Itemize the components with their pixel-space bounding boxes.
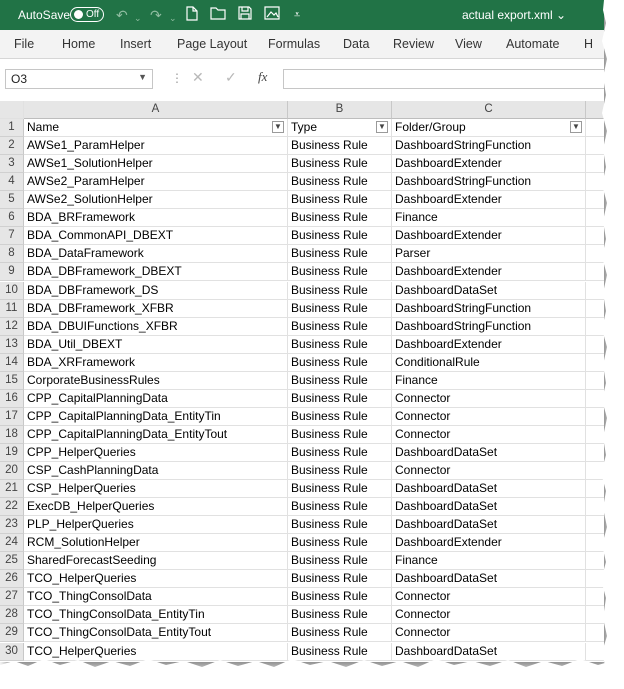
cell-name-text: CPP_CapitalPlanningData_EntityTin: [27, 408, 221, 423]
cell-name-text: RCM_SolutionHelper: [27, 535, 140, 550]
tab-help[interactable]: H: [584, 37, 594, 51]
cell-folder-text: Connector: [395, 426, 451, 441]
row-header-text: 1: [8, 121, 15, 134]
row-header[interactable]: [0, 480, 24, 498]
cell-type[interactable]: [288, 318, 392, 336]
cell-folder-text: Finance: [395, 372, 438, 387]
cell-folder-text: DashboardDataSet: [395, 499, 498, 514]
cell-folder[interactable]: [392, 606, 586, 624]
header-cell-folder[interactable]: [392, 119, 586, 137]
cell-type[interactable]: [288, 444, 392, 462]
cell-name[interactable]: [24, 552, 288, 570]
cell-name-text: BDA_CommonAPI_DBEXT: [27, 228, 174, 243]
cell-name-text: TCO_HelperQueries: [27, 643, 137, 658]
row-header-text: 12: [5, 319, 18, 332]
cell-type-text: Business Rule: [291, 336, 368, 351]
cell-folder[interactable]: [392, 390, 586, 408]
row-header[interactable]: [0, 191, 24, 209]
cell-name[interactable]: [24, 173, 288, 191]
cell-name-text: AWSe2_SolutionHelper: [27, 192, 153, 207]
cell-folder[interactable]: [392, 300, 586, 318]
cell-name[interactable]: [24, 282, 288, 300]
cell-folder[interactable]: [392, 408, 586, 426]
cell-folder[interactable]: [392, 372, 586, 390]
cell-type-text: Business Rule: [291, 535, 368, 550]
title-bar: [0, 0, 604, 30]
row-header-text: 28: [5, 608, 18, 621]
cell-name-text: SharedForecastSeeding: [27, 553, 157, 568]
cell-name-text: BDA_DBFramework_XFBR: [27, 300, 174, 315]
cell-name[interactable]: [24, 318, 288, 336]
row-header-text: 11: [5, 301, 18, 314]
tab-formulas[interactable]: Formulas: [268, 37, 321, 51]
cell-type-text: Business Rule: [291, 571, 368, 586]
cell-folder[interactable]: [392, 209, 586, 227]
row-header[interactable]: [0, 516, 24, 534]
cell-folder-text: DashboardExtender: [395, 336, 502, 351]
cell-name[interactable]: [24, 300, 288, 318]
cell-folder[interactable]: [392, 354, 586, 372]
cell-name[interactable]: [24, 372, 288, 390]
cell-name-text: CPP_CapitalPlanningData_EntityTout: [27, 426, 228, 441]
cell-type[interactable]: [288, 606, 392, 624]
cell-folder[interactable]: [392, 426, 586, 444]
row-header[interactable]: [0, 534, 24, 552]
formula-bar-grip-icon[interactable]: ⋮: [171, 71, 183, 85]
document-title[interactable]: actual export.xml ⌄: [462, 8, 567, 22]
cell-type-text: Business Rule: [291, 481, 368, 496]
cell-type-text: Business Rule: [291, 372, 368, 387]
row-header[interactable]: [0, 119, 24, 137]
cell-folder-text: DashboardExtender: [395, 535, 502, 550]
header-cell-type[interactable]: [288, 119, 392, 137]
cell-name[interactable]: [24, 534, 288, 552]
row-header-text: 25: [5, 554, 18, 567]
cell-type-text: Business Rule: [291, 463, 368, 477]
enter-icon[interactable]: ✓: [225, 69, 237, 85]
formula-input[interactable]: [283, 69, 604, 89]
row-header-text: 13: [5, 337, 18, 350]
cell-type[interactable]: [288, 498, 392, 516]
cell-folder-text: Connector: [395, 589, 451, 604]
cell-folder-text: DashboardDataSet: [395, 481, 498, 496]
row-header-text: 3: [8, 157, 15, 170]
cell-type-text: Business Rule: [291, 354, 368, 369]
header-cell-name-text: Name: [27, 120, 60, 135]
row-header-text: 7: [8, 229, 15, 242]
tab-insert[interactable]: Insert: [120, 37, 152, 51]
cell-type-text: Business Rule: [291, 138, 368, 153]
cell-type[interactable]: [288, 480, 392, 498]
cell-name-text: BDA_XRFramework: [27, 354, 136, 369]
row-header-text: 6: [8, 211, 15, 224]
cell-name-text: TCO_HelperQueries: [27, 571, 137, 586]
cell-type[interactable]: [288, 155, 392, 173]
cell-type[interactable]: [288, 137, 392, 155]
cell-type-text: Business Rule: [291, 192, 368, 207]
cell-folder-text: DashboardDataSet: [395, 571, 498, 586]
cell-name[interactable]: [24, 408, 288, 426]
select-all-corner[interactable]: [0, 101, 24, 119]
row-header[interactable]: [0, 155, 24, 173]
cell-folder[interactable]: [392, 516, 586, 534]
cell-type-text: Business Rule: [291, 174, 368, 189]
cell-folder[interactable]: [392, 480, 586, 498]
cell-name[interactable]: [24, 570, 288, 588]
row-header-text: 26: [5, 572, 18, 585]
cell-name-text: ExecDB_HelperQueries: [27, 499, 155, 514]
cell-name-text: CorporateBusinessRules: [27, 372, 160, 387]
cell-type[interactable]: [288, 624, 392, 642]
filter-dropdown-icon[interactable]: ▼: [272, 121, 284, 133]
cell-folder-text: DashboardDataSet: [395, 517, 498, 532]
row-header[interactable]: [0, 570, 24, 588]
cell-type[interactable]: [288, 372, 392, 390]
tab-review[interactable]: Review: [393, 37, 434, 51]
cell-name-text: CSP_CashPlanningData: [27, 463, 159, 477]
row-header[interactable]: [0, 408, 24, 426]
row-header[interactable]: [0, 300, 24, 318]
ribbon-tabs: [0, 30, 604, 59]
row-header[interactable]: [0, 245, 24, 263]
cell-folder[interactable]: [392, 318, 586, 336]
cell-folder-text: DashboardStringFunction: [395, 174, 532, 189]
filter-dropdown-icon[interactable]: ▼: [376, 121, 388, 133]
toggle-knob: [74, 10, 83, 19]
row-header[interactable]: [0, 372, 24, 390]
cell-type[interactable]: [288, 390, 392, 408]
cell-name-text: TCO_ThingConsolData: [27, 589, 152, 604]
cell-folder-text: DashboardDataSet: [395, 282, 498, 297]
cell-type[interactable]: [288, 263, 392, 281]
row-header-text: 15: [5, 373, 18, 386]
cell-folder[interactable]: [392, 282, 586, 300]
header-cell-name[interactable]: [24, 119, 288, 137]
cell-folder[interactable]: [392, 173, 586, 191]
row-header[interactable]: [0, 444, 24, 462]
undo-icon[interactable]: ↶: [116, 7, 128, 23]
row-header[interactable]: [0, 462, 24, 480]
cell-type[interactable]: [288, 336, 392, 354]
row-header-text: 4: [8, 175, 15, 188]
cell-folder[interactable]: [392, 534, 586, 552]
cell-name[interactable]: [24, 209, 288, 227]
cell-type[interactable]: [288, 245, 392, 263]
cell-name[interactable]: [24, 336, 288, 354]
torn-edge-bottom: [0, 655, 624, 689]
cell-type[interactable]: [288, 227, 392, 245]
row-header[interactable]: [0, 282, 24, 300]
row-header-text: 23: [5, 518, 18, 531]
cell-name[interactable]: [24, 480, 288, 498]
cell-type[interactable]: [288, 282, 392, 300]
cell-name[interactable]: [24, 191, 288, 209]
cell-name-text: AWSe1_ParamHelper: [27, 138, 145, 153]
tab-page-layout[interactable]: Page Layout: [177, 37, 248, 51]
cell-type[interactable]: [288, 191, 392, 209]
header-cell-folder-text: Folder/Group: [395, 120, 466, 135]
row-header-text: 16: [5, 391, 18, 404]
row-header[interactable]: [0, 137, 24, 155]
cell-type-text: Business Rule: [291, 318, 368, 333]
row-header[interactable]: [0, 227, 24, 245]
tab-file[interactable]: File: [14, 37, 35, 51]
autosave-toggle[interactable]: [70, 7, 104, 22]
cell-folder-text: Finance: [395, 553, 438, 568]
row-header-text: 19: [5, 445, 18, 458]
cell-type[interactable]: [288, 570, 392, 588]
cell-folder-text: DashboardExtender: [395, 156, 502, 171]
row-header[interactable]: [0, 606, 24, 624]
cell-type[interactable]: [288, 300, 392, 318]
cell-type[interactable]: [288, 552, 392, 570]
column-header-b[interactable]: B: [288, 101, 392, 119]
cell-name-text: AWSe1_SolutionHelper: [27, 156, 153, 171]
cell-type-text: Business Rule: [291, 246, 368, 261]
cell-folder-text: DashboardStringFunction: [395, 300, 532, 315]
column-header-c[interactable]: C: [392, 101, 586, 119]
cell-type[interactable]: [288, 426, 392, 444]
cell-folder-text: DashboardDataSet: [395, 444, 498, 459]
cell-folder[interactable]: [392, 227, 586, 245]
cell-name[interactable]: [24, 624, 288, 642]
cell-name-text: AWSe2_ParamHelper: [27, 174, 145, 189]
autosave-state: Off: [86, 9, 100, 20]
row-header-text: 17: [5, 409, 18, 422]
tab-data[interactable]: Data: [343, 37, 370, 51]
cell-type[interactable]: [288, 173, 392, 191]
row-header[interactable]: [0, 390, 24, 408]
open-folder-icon[interactable]: [210, 6, 226, 24]
cell-name-text: BDA_Util_DBEXT: [27, 336, 123, 351]
row-header-text: 24: [5, 536, 18, 549]
cell-folder-text: Connector: [395, 463, 451, 477]
cell-name-text: BDA_DBFramework_DBEXT: [27, 264, 182, 279]
column-header-a[interactable]: A: [24, 101, 288, 119]
tab-home[interactable]: Home: [62, 37, 96, 51]
torn-edge-right: [598, 0, 624, 689]
cell-name[interactable]: [24, 155, 288, 173]
name-box[interactable]: [5, 69, 153, 89]
cell-type[interactable]: [288, 534, 392, 552]
edit-image-icon[interactable]: [264, 6, 280, 24]
cell-name[interactable]: [24, 426, 288, 444]
cell-type[interactable]: [288, 516, 392, 534]
formula-bar: [0, 59, 604, 101]
cell-type-text: Business Rule: [291, 643, 368, 658]
cell-type[interactable]: [288, 209, 392, 227]
cell-type-text: Business Rule: [291, 228, 368, 243]
insert-function-icon[interactable]: fx: [258, 69, 268, 84]
cell-name[interactable]: [24, 444, 288, 462]
new-file-icon[interactable]: [186, 6, 198, 25]
row-header-text: 30: [5, 644, 18, 657]
row-header[interactable]: [0, 336, 24, 354]
cell-folder-text: Connector: [395, 390, 451, 405]
cell-name[interactable]: [24, 137, 288, 155]
cell-folder[interactable]: [392, 588, 586, 606]
row-header-text: 14: [5, 355, 18, 368]
row-header-text: 27: [5, 590, 18, 603]
cell-folder[interactable]: [392, 462, 586, 480]
cell-name[interactable]: [24, 245, 288, 263]
cell-type-text: Business Rule: [291, 444, 368, 459]
cell-type-text: Business Rule: [291, 426, 368, 441]
cell-folder-text: Connector: [395, 408, 451, 423]
cell-name[interactable]: [24, 263, 288, 281]
cell-folder-text: Finance: [395, 210, 438, 225]
cell-type-text: Business Rule: [291, 264, 368, 279]
cell-folder-text: DashboardStringFunction: [395, 138, 532, 153]
customize-toolbar-icon[interactable]: ⩡: [294, 9, 301, 21]
cell-name-text: BDA_DBUIFunctions_XFBR: [27, 318, 178, 333]
row-header[interactable]: [0, 588, 24, 606]
cell-folder-text: DashboardExtender: [395, 192, 502, 207]
row-header-text: 9: [8, 265, 15, 278]
cell-name-text: TCO_ThingConsolData_EntityTout: [27, 625, 212, 640]
row-header[interactable]: [0, 354, 24, 372]
row-header-text: 29: [5, 626, 18, 639]
row-header-text: 2: [8, 139, 15, 152]
cell-folder[interactable]: [392, 498, 586, 516]
cell-folder-text: Parser: [395, 246, 431, 261]
row-header-text: 22: [5, 500, 18, 513]
redo-dropdown-icon[interactable]: ⌄: [169, 13, 177, 23]
cell-name-text: BDA_BRFramework: [27, 210, 136, 225]
cell-type-text: Business Rule: [291, 156, 368, 171]
cell-type-text: Business Rule: [291, 625, 368, 640]
cell-folder-text: Connector: [395, 625, 451, 640]
cell-folder[interactable]: [392, 624, 586, 642]
autosave-label: AutoSave: [18, 8, 71, 22]
cell-type-text: Business Rule: [291, 499, 368, 514]
row-header[interactable]: [0, 624, 24, 642]
row-header[interactable]: [0, 209, 24, 227]
row-header-text: 8: [8, 247, 15, 260]
row-header[interactable]: [0, 318, 24, 336]
cell-folder[interactable]: [392, 263, 586, 281]
cell-name[interactable]: [24, 516, 288, 534]
chevron-down-icon[interactable]: ▼: [138, 72, 147, 82]
cell-type-text: Business Rule: [291, 553, 368, 568]
cell-folder-text: DashboardExtender: [395, 228, 502, 243]
cell-folder[interactable]: [392, 245, 586, 263]
cell-type-text: Business Rule: [291, 589, 368, 604]
cell-type[interactable]: [288, 462, 392, 480]
row-header[interactable]: [0, 426, 24, 444]
cell-type-text: Business Rule: [291, 300, 368, 315]
name-box-value: O3: [11, 72, 28, 86]
tab-automate[interactable]: Automate: [506, 37, 560, 51]
row-header[interactable]: [0, 173, 24, 191]
header-cell-type-text: Type: [291, 120, 318, 135]
cell-type-text: Business Rule: [291, 282, 368, 297]
cell-type[interactable]: [288, 408, 392, 426]
cell-name-text: CPP_HelperQueries: [27, 444, 136, 459]
cell-name-text: CPP_CapitalPlanningData: [27, 390, 168, 405]
cell-name-text: TCO_ThingConsolData_EntityTin: [27, 607, 205, 622]
cell-folder[interactable]: [392, 552, 586, 570]
cell-name-text: PLP_HelperQueries: [27, 517, 134, 532]
save-icon[interactable]: [238, 6, 252, 24]
undo-dropdown-icon[interactable]: ⌄: [134, 13, 142, 23]
row-header-text: 10: [5, 283, 18, 296]
cell-folder[interactable]: [392, 155, 586, 173]
cell-folder-text: ConditionalRule: [395, 354, 480, 369]
cell-name[interactable]: [24, 227, 288, 245]
cell-folder[interactable]: [392, 336, 586, 354]
cell-name[interactable]: [24, 588, 288, 606]
cell-folder-text: DashboardExtender: [395, 264, 502, 279]
row-header[interactable]: [0, 263, 24, 281]
cell-folder[interactable]: [392, 191, 586, 209]
cancel-icon[interactable]: ✕: [192, 69, 204, 85]
cell-type[interactable]: [288, 354, 392, 372]
cell-name[interactable]: [24, 462, 288, 480]
row-header[interactable]: [0, 552, 24, 570]
cell-type-text: Business Rule: [291, 408, 368, 423]
row-header-text: 5: [8, 193, 15, 206]
cell-folder[interactable]: [392, 137, 586, 155]
cell-name[interactable]: [24, 498, 288, 516]
cell-type-text: Business Rule: [291, 390, 368, 405]
cell-name-text: BDA_DBFramework_DS: [27, 282, 159, 297]
cell-folder-text: Connector: [395, 607, 451, 622]
cell-type-text: Business Rule: [291, 517, 368, 532]
cell-name[interactable]: [24, 606, 288, 624]
cell-type-text: Business Rule: [291, 607, 368, 622]
cell-folder[interactable]: [392, 444, 586, 462]
cell-name-text: CSP_HelperQueries: [27, 481, 136, 496]
row-header[interactable]: [0, 498, 24, 516]
cell-name-text: BDA_DataFramework: [27, 246, 144, 261]
cell-folder-text: DashboardStringFunction: [395, 318, 532, 333]
cell-type-text: Business Rule: [291, 210, 368, 225]
row-header-text: 21: [5, 482, 18, 495]
cell-type[interactable]: [288, 588, 392, 606]
cell-name[interactable]: [24, 354, 288, 372]
row-header-text: 18: [5, 427, 18, 440]
row-header-text: 20: [5, 464, 18, 476]
cell-folder-text: DashboardDataSet: [395, 643, 498, 658]
cell-name[interactable]: [24, 390, 288, 408]
filter-dropdown-icon[interactable]: ▼: [570, 121, 582, 133]
cell-folder[interactable]: [392, 570, 586, 588]
redo-icon[interactable]: ↷: [150, 7, 162, 23]
tab-view[interactable]: View: [455, 37, 482, 51]
